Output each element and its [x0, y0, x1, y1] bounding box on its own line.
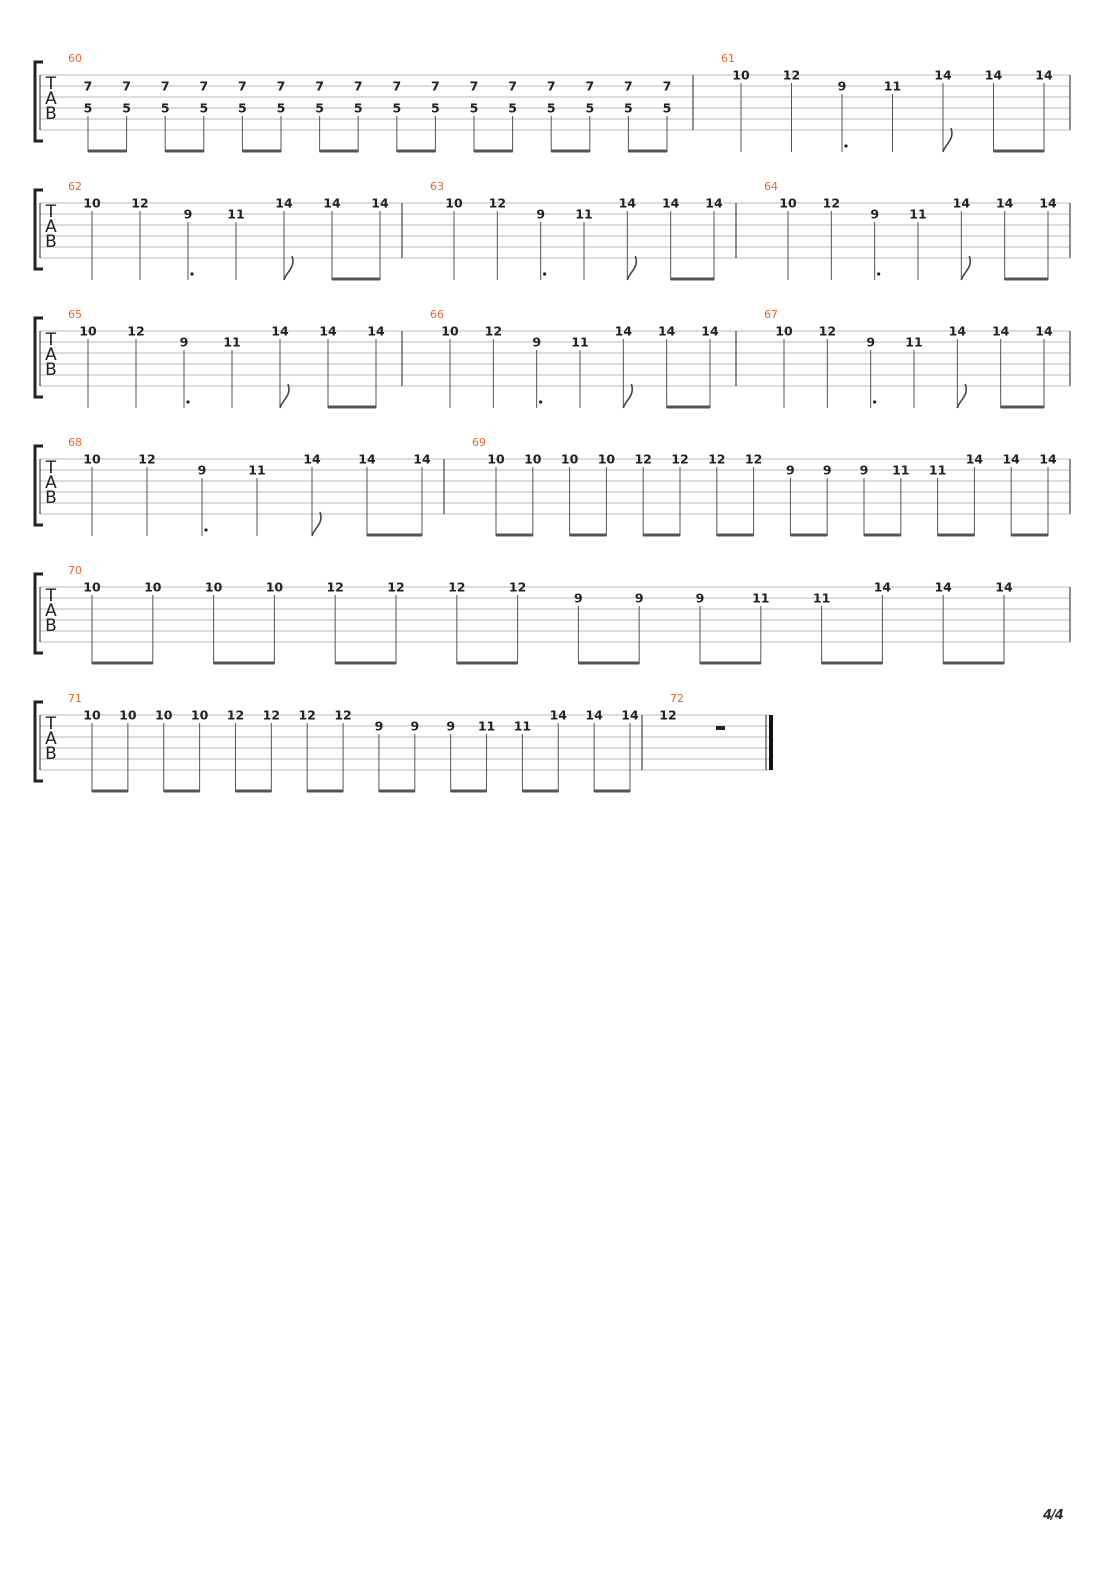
- fret-number: 14: [367, 323, 385, 339]
- fret-number: 5: [392, 100, 402, 116]
- fret-number: 11: [892, 462, 910, 478]
- fret-number: 11: [575, 206, 593, 222]
- fret-number: 14: [948, 323, 967, 339]
- fret-number: 14: [549, 707, 567, 723]
- fret-number: 5: [624, 100, 633, 116]
- fret-number: 10: [265, 579, 284, 595]
- staff-bracket: [35, 702, 43, 781]
- fret-number: 12: [708, 451, 726, 467]
- fret-number: 9: [446, 718, 456, 734]
- measure-number: 70: [68, 564, 82, 577]
- fret-number: 11: [571, 334, 589, 350]
- fret-number: 11: [883, 78, 902, 94]
- augmentation-dot: [186, 400, 189, 403]
- fret-number: 7: [199, 78, 209, 94]
- fret-number: 5: [199, 100, 209, 116]
- measure-number: 65: [68, 308, 82, 321]
- note-flag: [943, 128, 952, 152]
- fret-number: 10: [775, 323, 793, 339]
- measure-number: 67: [764, 308, 778, 321]
- fret-number: 11: [223, 334, 241, 350]
- fret-number: 11: [752, 590, 770, 606]
- tab-clef-letter: T: [45, 202, 57, 222]
- fret-number: 14: [934, 579, 952, 595]
- staff-bracket: [35, 190, 43, 269]
- fret-number: 10: [524, 451, 542, 467]
- tab-clef-letter: A: [45, 89, 57, 109]
- fret-number: 14: [585, 707, 603, 723]
- half-rest: [716, 726, 725, 730]
- fret-number: 14: [358, 451, 376, 467]
- fret-number: 14: [618, 195, 637, 211]
- fret-number: 14: [995, 195, 1014, 211]
- fret-number: 9: [536, 206, 546, 222]
- fret-number: 9: [866, 334, 876, 350]
- measure-number: 62: [68, 180, 82, 193]
- augmentation-dot: [543, 272, 546, 275]
- fret-number: 9: [183, 206, 193, 222]
- fret-number: 12: [387, 579, 405, 595]
- measure-number: 64: [764, 180, 778, 193]
- fret-number: 14: [319, 323, 337, 339]
- fret-number: 7: [122, 78, 131, 94]
- fret-number: 14: [995, 579, 1013, 595]
- tab-clef-letter: A: [45, 729, 57, 749]
- fret-number: 9: [837, 78, 847, 94]
- measure-number: 68: [68, 436, 82, 449]
- fret-number: 14: [934, 67, 952, 83]
- tab-clef-letter: B: [45, 744, 57, 764]
- fret-number: 10: [597, 451, 616, 467]
- fret-number: 7: [353, 78, 363, 94]
- fret-number: 14: [271, 323, 289, 339]
- fret-number: 10: [79, 323, 97, 339]
- fret-number: 14: [413, 451, 431, 467]
- augmentation-dot: [539, 400, 542, 403]
- fret-number: 12: [131, 195, 149, 211]
- fret-number: 5: [585, 100, 595, 116]
- fret-number: 7: [662, 78, 672, 94]
- measure-number: 61: [721, 52, 735, 65]
- fret-number: 10: [445, 195, 463, 211]
- measure-number: 72: [670, 692, 684, 705]
- fret-number: 5: [662, 100, 672, 116]
- tab-clef-letter: B: [45, 616, 57, 636]
- fret-number: 9: [822, 462, 832, 478]
- tab-clef-letter: T: [45, 74, 57, 94]
- fret-number: 5: [469, 100, 479, 116]
- tab-clef-letter: A: [45, 601, 57, 621]
- fret-number: 5: [315, 100, 324, 116]
- fret-number: 12: [671, 451, 689, 467]
- staff-bracket: [35, 318, 43, 397]
- augmentation-dot: [204, 528, 207, 531]
- note-flag: [623, 384, 632, 408]
- fret-number: 10: [83, 195, 101, 211]
- fret-number: 12: [659, 707, 677, 723]
- fret-number: 9: [870, 206, 880, 222]
- fret-number: 7: [469, 78, 479, 94]
- fret-number: 12: [818, 323, 837, 339]
- fret-number: 12: [334, 707, 352, 723]
- fret-number: 12: [508, 579, 527, 595]
- fret-number: 12: [744, 451, 763, 467]
- fret-number: 10: [119, 707, 137, 723]
- fret-number: 12: [488, 195, 507, 211]
- fret-number: 10: [83, 451, 101, 467]
- fret-number: 14: [275, 195, 293, 211]
- fret-number: 10: [204, 579, 223, 595]
- fret-number: 5: [160, 100, 170, 116]
- fret-number: 7: [392, 78, 402, 94]
- fret-number: 10: [83, 707, 101, 723]
- fret-number: 14: [614, 323, 633, 339]
- fret-number: 7: [508, 78, 517, 94]
- measure-number: 60: [68, 52, 82, 65]
- fret-number: 14: [705, 195, 723, 211]
- fret-number: 7: [546, 78, 556, 94]
- fret-number: 14: [323, 195, 341, 211]
- augmentation-dot: [190, 272, 193, 275]
- fret-number: 14: [303, 451, 321, 467]
- note-flag: [280, 384, 289, 408]
- fret-number: 12: [822, 195, 841, 211]
- fret-number: 14: [621, 707, 639, 723]
- tab-clef-letter: A: [45, 217, 57, 237]
- note-flag: [284, 256, 293, 280]
- fret-number: 7: [624, 78, 633, 94]
- fret-number: 14: [952, 195, 971, 211]
- fret-number: 5: [353, 100, 363, 116]
- tab-clef-letter: B: [45, 360, 57, 380]
- fret-number: 14: [873, 579, 892, 595]
- fret-number: 11: [227, 206, 245, 222]
- tab-clef-letter: T: [45, 714, 57, 734]
- fret-number: 10: [144, 579, 162, 595]
- fret-number: 14: [661, 195, 680, 211]
- measure-number: 63: [430, 180, 444, 193]
- tab-clef-letter: B: [45, 488, 57, 508]
- fret-number: 9: [532, 334, 542, 350]
- fret-number: 9: [179, 334, 189, 350]
- fret-number: 5: [546, 100, 556, 116]
- fret-number: 9: [859, 462, 869, 478]
- fret-number: 11: [905, 334, 923, 350]
- fret-number: 14: [1035, 323, 1053, 339]
- staff-bracket: [35, 574, 43, 653]
- fret-number: 14: [1039, 195, 1057, 211]
- fret-number: 9: [374, 718, 384, 734]
- fret-number: 10: [560, 451, 579, 467]
- fret-number: 9: [634, 590, 644, 606]
- fret-number: 14: [965, 451, 984, 467]
- measure-number: 66: [430, 308, 444, 321]
- tab-clef-letter: B: [45, 232, 57, 252]
- fret-number: 7: [276, 78, 286, 94]
- fret-number: 9: [574, 590, 583, 606]
- fret-number: 10: [441, 323, 459, 339]
- fret-number: 7: [431, 78, 440, 94]
- fret-number: 12: [127, 323, 145, 339]
- fret-number: 7: [238, 78, 247, 94]
- fret-number: 5: [83, 100, 93, 116]
- fret-number: 10: [732, 67, 750, 83]
- page-number: 4/4: [1043, 1508, 1063, 1523]
- fret-number: 5: [276, 100, 286, 116]
- fret-number: 11: [477, 718, 496, 734]
- tab-clef-letter: T: [45, 586, 57, 606]
- fret-number: 10: [487, 451, 505, 467]
- fret-number: 7: [160, 78, 170, 94]
- fret-number: 9: [695, 590, 705, 606]
- staff-bracket: [35, 446, 43, 525]
- fret-number: 9: [197, 462, 207, 478]
- fret-number: 12: [782, 67, 801, 83]
- fret-number: 7: [83, 78, 93, 94]
- fret-number: 11: [812, 590, 831, 606]
- fret-number: 12: [448, 579, 466, 595]
- fret-number: 7: [315, 78, 324, 94]
- augmentation-dot: [877, 272, 880, 275]
- fret-number: 12: [326, 579, 344, 595]
- measure-number: 71: [68, 692, 82, 705]
- fret-number: 11: [928, 462, 947, 478]
- fret-number: 12: [634, 451, 652, 467]
- fret-number: 9: [786, 462, 795, 478]
- fret-number: 12: [298, 707, 316, 723]
- fret-number: 12: [226, 707, 245, 723]
- augmentation-dot: [873, 400, 876, 403]
- fret-number: 5: [238, 100, 247, 116]
- note-flag: [961, 256, 970, 280]
- tab-clef-letter: T: [45, 458, 57, 478]
- note-flag: [627, 256, 636, 280]
- note-flag: [957, 384, 966, 408]
- tab-clef-letter: A: [45, 473, 57, 493]
- fret-number: 10: [155, 707, 173, 723]
- measure-number: 69: [472, 436, 486, 449]
- staff-bracket: [35, 62, 43, 141]
- fret-number: 11: [909, 206, 927, 222]
- fret-number: 7: [585, 78, 595, 94]
- fret-number: 14: [1002, 451, 1020, 467]
- fret-number: 5: [122, 100, 131, 116]
- fret-number: 5: [508, 100, 517, 116]
- fret-number: 14: [991, 323, 1010, 339]
- tab-clef-letter: B: [45, 104, 57, 124]
- tab-clef-letter: T: [45, 330, 57, 350]
- tab-clef-letter: A: [45, 345, 57, 365]
- fret-number: 11: [513, 718, 532, 734]
- note-flag: [312, 512, 321, 536]
- fret-number: 5: [431, 100, 440, 116]
- fret-number: 12: [138, 451, 156, 467]
- fret-number: 11: [248, 462, 266, 478]
- fret-number: 9: [410, 718, 420, 734]
- fret-number: 10: [779, 195, 797, 211]
- fret-number: 10: [190, 707, 209, 723]
- augmentation-dot: [844, 144, 847, 147]
- fret-number: 12: [484, 323, 503, 339]
- fret-number: 12: [262, 707, 281, 723]
- fret-number: 14: [657, 323, 676, 339]
- fret-number: 14: [371, 195, 389, 211]
- fret-number: 10: [83, 579, 101, 595]
- fret-number: 14: [1035, 67, 1053, 83]
- fret-number: 14: [984, 67, 1003, 83]
- fret-number: 14: [1039, 451, 1057, 467]
- fret-number: 14: [701, 323, 719, 339]
